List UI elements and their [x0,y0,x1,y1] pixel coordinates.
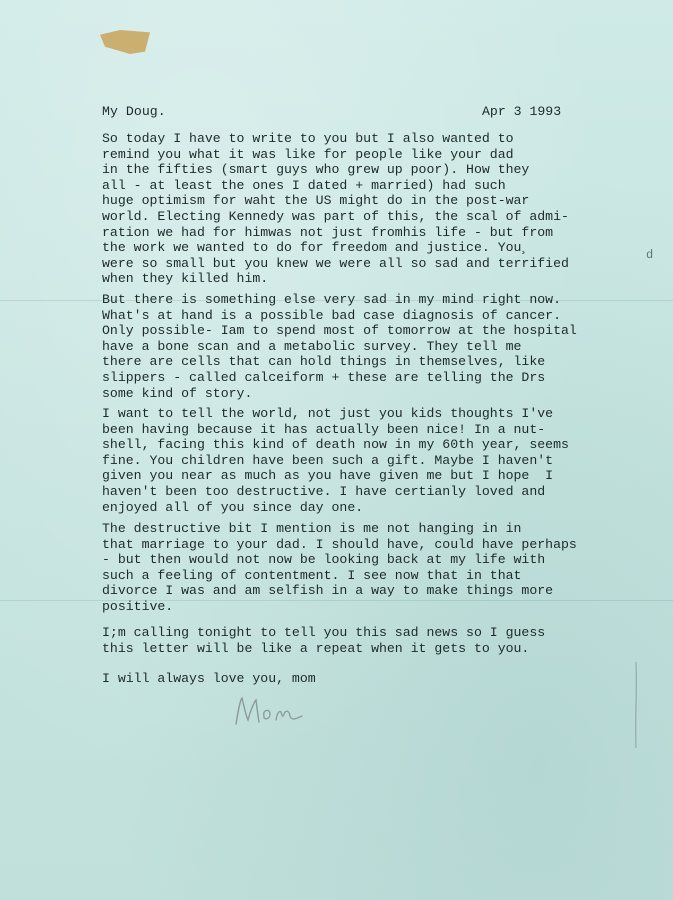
text-line: have a bone scan and a metabolic survey. They tell me [102,338,522,354]
text-line: world. Electing Kennedy was part of this, the scal of admi- [102,208,569,224]
text-line: fine. You children have been such a gift. Maybe I haven't [102,452,554,468]
text-line: huge optimism for waht the US might do in the post-war [102,193,530,209]
text-line: I;m calling tonight to tell you this sad news so I guess [102,625,546,640]
text-line: But there is something else very sad in my mind right now. [102,292,561,307]
paragraph-1 [102,131,569,287]
text-line: - but then would not now be looking back at my life with [102,552,546,568]
text-line: So today I have to write to you but I also wanted to [102,131,514,146]
pencil-margin-mark [632,660,640,750]
stray-typed-mark: d [646,248,654,262]
text-line: The destructive bit I mention is me not hanging in in [102,521,522,536]
letter-date: Apr 3 1993 [482,104,562,119]
closing-line: I will always love you, mom [102,671,316,686]
text-line: the work we wanted to do for freedom and justice. You¸ [102,240,530,256]
text-line: ration we had for himwas not just fromhis life - but from [102,224,554,240]
text-line: enjoyed all of you since day one. [102,499,364,515]
paragraph-3 [102,406,569,515]
text-line: remind you what it was like for people like your dad [102,146,514,162]
text-line: slippers - called calceiform + these are telling the Drs [102,369,546,385]
text-line: all - at least the ones I dated + married) had such [102,177,506,193]
text-line: there are cells that can hold things in themselves, like [102,354,546,370]
text-line: I want to tell the world, not just you kids thoughts I've [102,406,554,421]
text-line: haven't been too destructive. I have certianly loved and [102,483,546,499]
text-line: some kind of story. [102,385,253,401]
paragraph-2 [102,292,577,401]
text-line: that marriage to your dad. I should have, could have perhaps [102,536,577,552]
text-line: divorce I was and am selfish in a way to make things more [102,583,554,599]
text-line: given you near as much as you have given me but I hope I [102,468,554,484]
paragraph-5 [102,625,545,656]
text-line: shell, facing this kind of death now in my 60th year, seems [102,437,569,453]
handwritten-signature [232,692,312,728]
text-line: Only possible- Iam to spend most of tomorrow at the hospital [102,323,577,339]
text-line: when they killed him. [102,271,269,287]
text-line: this letter will be like a repeat when it gets to you. [102,640,530,656]
text-line: positive. [102,598,174,614]
paragraph-4 [102,521,577,615]
text-line: What's at hand is a possible bad case diagnosis of cancer. [102,307,561,323]
tape-stain [100,30,150,54]
salutation: My Doug. [102,104,166,119]
text-line: in the fifties (smart guys who grew up poor). How they [102,162,530,178]
text-line: were so small but you knew we were all so sad and terrified [102,255,569,271]
text-line: such a feeling of contentment. I see now that in that [102,567,522,583]
text-line: been having because it has actually been nice! In a nut- [102,421,546,437]
